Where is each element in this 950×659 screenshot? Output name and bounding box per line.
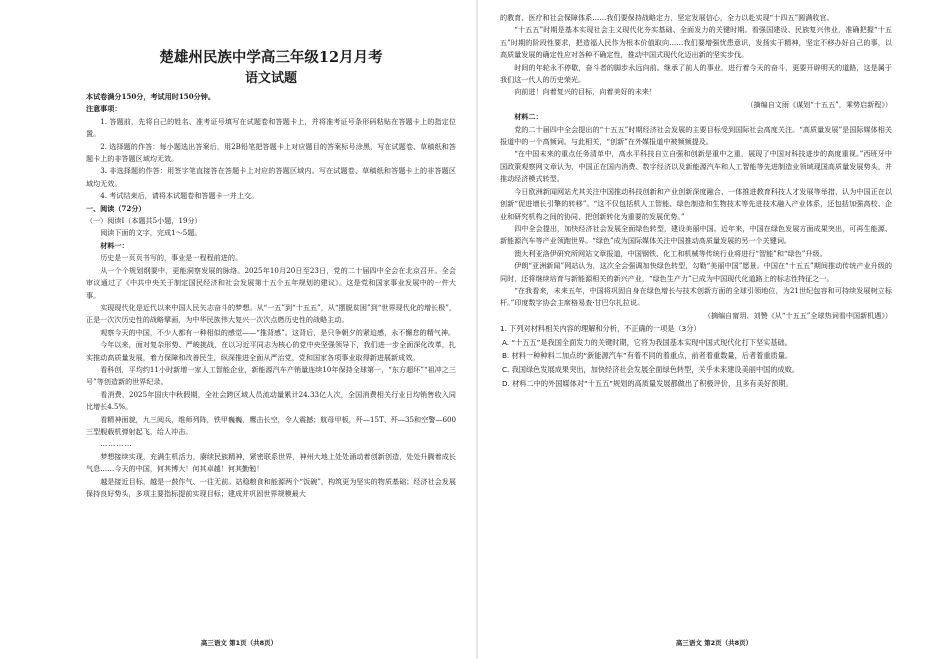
notice-item: 3. 非选择题的作答：用签字笔直接答在答题卡上对应的答题区域内。写在试题卷、草稿纸和答题卡上的非答题区域均无效。: [86, 166, 456, 188]
page-2: [478, 0, 950, 659]
material-paragraph: 历史是一页页书写的，事业是一程程前进的。: [100, 253, 243, 263]
notice-item: 4. 考试结束后，请将本试题卷和答题卡一并上交。: [100, 191, 259, 201]
material-paragraph: 观察今天的中国，不少人都有一种相似的感觉——“推背感”。这背后，是只争朝夕的紧迫感，永不懈怠的精气神。: [100, 327, 456, 337]
material-paragraph: 看科创，平均约11小时新增一家人工智能企业，新能源汽车产销量连续10年保持全球第一，“东方超环”“祖冲之三号”等创造新的世界纪录。: [86, 364, 456, 387]
question-1-option-d: D. 材料二中的外国媒体对“十五五”规划的高质量发展都做出了积极评价，且多有美好预期。: [502, 378, 793, 388]
material-paragraph: “十五五”时期是基本实现社会主义现代化夯实基础、全面发力的关键时期。看强国建设、民族复兴伟业，准确把握“十五五”时期的阶段性要求，把造福人民作为根本价值取向……我们要增强忧患意识，发扬实干精神，坚定不移办好自己的事，以高质量发展的确定性应对各种不确定性，推动中国式现代化迈出新的坚实步伐。: [500, 25, 892, 60]
material-paragraph: 时间的年轮永不停歇，奋斗者的脚步永远向前。继承了前人的事业，进行着今天的奋斗，更要开辟明天的道路，这是属于我们这一代人的历史荣光。: [500, 62, 892, 85]
exam-subtitle: 语文试题: [244, 71, 297, 86]
material-paragraph: 看精神面貌，九三阅兵，维师列阵，铁甲巍巍，鹰击长空，令人震撼；航母甲板，歼—15T、歼—35和空警—600三型舰载机弹射起飞，给人冲击。: [86, 414, 456, 436]
material-paragraph: 的教育、医疗和社会保障体系……我们要保持战略定力，坚定发展信心，全力以赴实现“十四五”圆满收官。: [500, 13, 834, 22]
material-paragraph: “在中国未来的重点任务清单中，高水平科技自立自强和创新是重中之重，展现了中国对科技进步的高度重视。”西班牙中国政策观察网文章认为，中国正在国内消费、数字经济以及新能源汽车和人工智能等先进制造业领域现国高质量发展势头，并推动经济模式转型。: [500, 149, 892, 184]
question-1-option-b: B. 材料一种种料二加点的“新能源汽车”有着不同的着重点，前者着重数量，后者着重质量。: [502, 351, 793, 361]
material-paragraph: “在我看来，未来五年，中国将巩固自身在绿色增长与技术创新方面的全球引领地位，为21世纪包容和可持续发展树立标杆。”印度数字协会主席格易查·甘巴尔扎拉说。: [500, 285, 892, 308]
exam-title: 楚雄州民族中学高三年级12月月考: [159, 49, 383, 66]
material-paragraph: 从一个个规划纲要中，更能洞察发展的脉络。2025年10月20日至23日，党的二十届四中全会在北京召开。全会审议通过了《中共中央关于制定国民经济和社会发展第十五个五年规划的建议》。这是党和国家事业发展中的一件大事。: [86, 265, 456, 300]
notice-item: 2. 选择题的作答：每小题选出答案后，用2B铅笔把答题卡上对应题目的答案标号涂黑，写在试题卷、草稿纸和答题卡上的非答题区域均无效。: [86, 141, 456, 164]
material-paragraph: 今日欧洲新闻网站尤其关注中国推动科技创新和产业创新深度融合、一体推进教育科技人才发展等举措，认为中国正在以创新“促进增长引擎的转移”。“这不仅包括机人工智能、绿色制造和生物技术等先进技术融入产业体系，还包括加强高校、企业和研究机构之间的协同，把创新转化为重要的发展优势。”: [500, 186, 892, 221]
material-paragraph: 梦想接续实现，充满生机活力，赓续民族精神，紧密联系世界，神州大地上处处涌动着创新创造，处处升腾着成长气息……今天的中国，何其博大！何其卓越！何其勤勉！: [86, 451, 456, 474]
question-1-option-a: A. “十五五”是我国全面发力的关键时期，它将为我国基本实现中国式现代化打下坚实基础。: [502, 337, 792, 347]
ellipsis-line: …………: [100, 439, 133, 449]
question-1-option-c: C. 我国绿色发展成果突出，加快经济社会发展全面绿色转型，关乎未来建设美丽中国的成败。: [502, 364, 800, 374]
question-1-stem: 1. 下列对材料相关内容的理解和分析，不正确的一项是（3分）: [500, 324, 701, 334]
exam-info: 本试卷满分150分，考试用时150分钟。: [86, 92, 215, 101]
material-paragraph: 越是接近目标，越是一鼓作气、一往无前。站稳粮食和能源两个“饭碗”，构筑更为坚实的物质基础；经济社会发展保持良好势头，多项主要指标提前实现目标；建成并巩固世界规模最大: [86, 476, 456, 498]
notice-heading: 注意事项：: [86, 104, 122, 114]
material-paragraph: 党的二十届四中全会提出的“十五五”时期经济社会发展的主要目标受到国际社会高度关注。“高质量发展”是国际媒体相关报道中的一个高频词。与此相关，“创新”在外媒报道中被频频提及。: [500, 124, 892, 147]
material-source: （摘编自甯玥、刘赞《从“十五五”全球热词看中国新机遇》）: [703, 310, 892, 320]
material-paragraph: 今年以来，面对复杂形势、严峻挑战，在以习近平同志为核心的党中央坚强领导下，我们进一步全面深化改革，扎实推动高质量发展，着力保障和改善民生，纵深推进全面从严治党，党和国家各项事业取得新进展新成效。: [86, 340, 456, 362]
material-paragraph: 实现现代化是近代以来中国人民矢志奋斗的梦想。从“一五”到“十五五”，从“摆脱贫困”到“世界现代化的增长极”，正是一次次历史性的战略擘画，为中华民族伟大复兴一次次点燃历史性的战略主动。: [86, 302, 456, 325]
material-paragraph: 四中全会提出，加快经济社会发展全面绿色转型，建设美丽中国。近年来，中国在绿色发展方面成果突出，可再生能源、新能源汽车等产业领跑世界。“绿色”成为国际媒体关注中国推动高质量发展的另一个关键词。: [500, 223, 892, 246]
material-paragraph: 伊朗“亚洲新闻”网站认为，这次全会强调加快绿色转型，勾勒“美丽中国”愿景。中国在“十五五”期间推动传统产业升级的同时，还将继续培育与新能源相关的新兴产业，“绿色生产力”已成为中国现代化道路上的标志性特征之一。: [500, 261, 892, 283]
page-footer: 高三语文 第2页（共8页）: [675, 639, 753, 647]
subsection-heading: （一）阅读Ⅰ（本题共5小题，19分）: [86, 216, 202, 226]
material-paragraph: 澳大利亚洛伊研究所网站文章报道，中国钢铁、化工和机械等传统行业将进行“智能”和“绿色”升级。: [514, 248, 827, 258]
material1-heading: 材料一：: [100, 240, 129, 250]
material-paragraph: 看消费，2025年国庆中秋假期，全社会跨区域人员流动量累计24.33亿人次，全国消费相关行业日均销售收入同比增长4.5%。: [86, 389, 456, 412]
material-source: （摘编自文雨《谋划“十五五”，乘势启新程》）: [746, 99, 892, 109]
page-footer: 高三语文 第1页（共8页）: [200, 639, 278, 647]
reading-instruction: 阅读下面的文字，完成1～5题。: [100, 228, 202, 238]
section-heading: 一、阅读（72分）: [86, 203, 146, 213]
material-paragraph: 向前进！向着复兴的目标，向着美好的未来！: [514, 87, 657, 97]
material2-heading: 材料二：: [514, 112, 543, 122]
notice-item: 1. 答题前，先将自己的姓名、准考证号填写在试题卷和答题卡上，并将准考证号条形码粘贴在答题卡上的指定位置。: [86, 116, 456, 139]
